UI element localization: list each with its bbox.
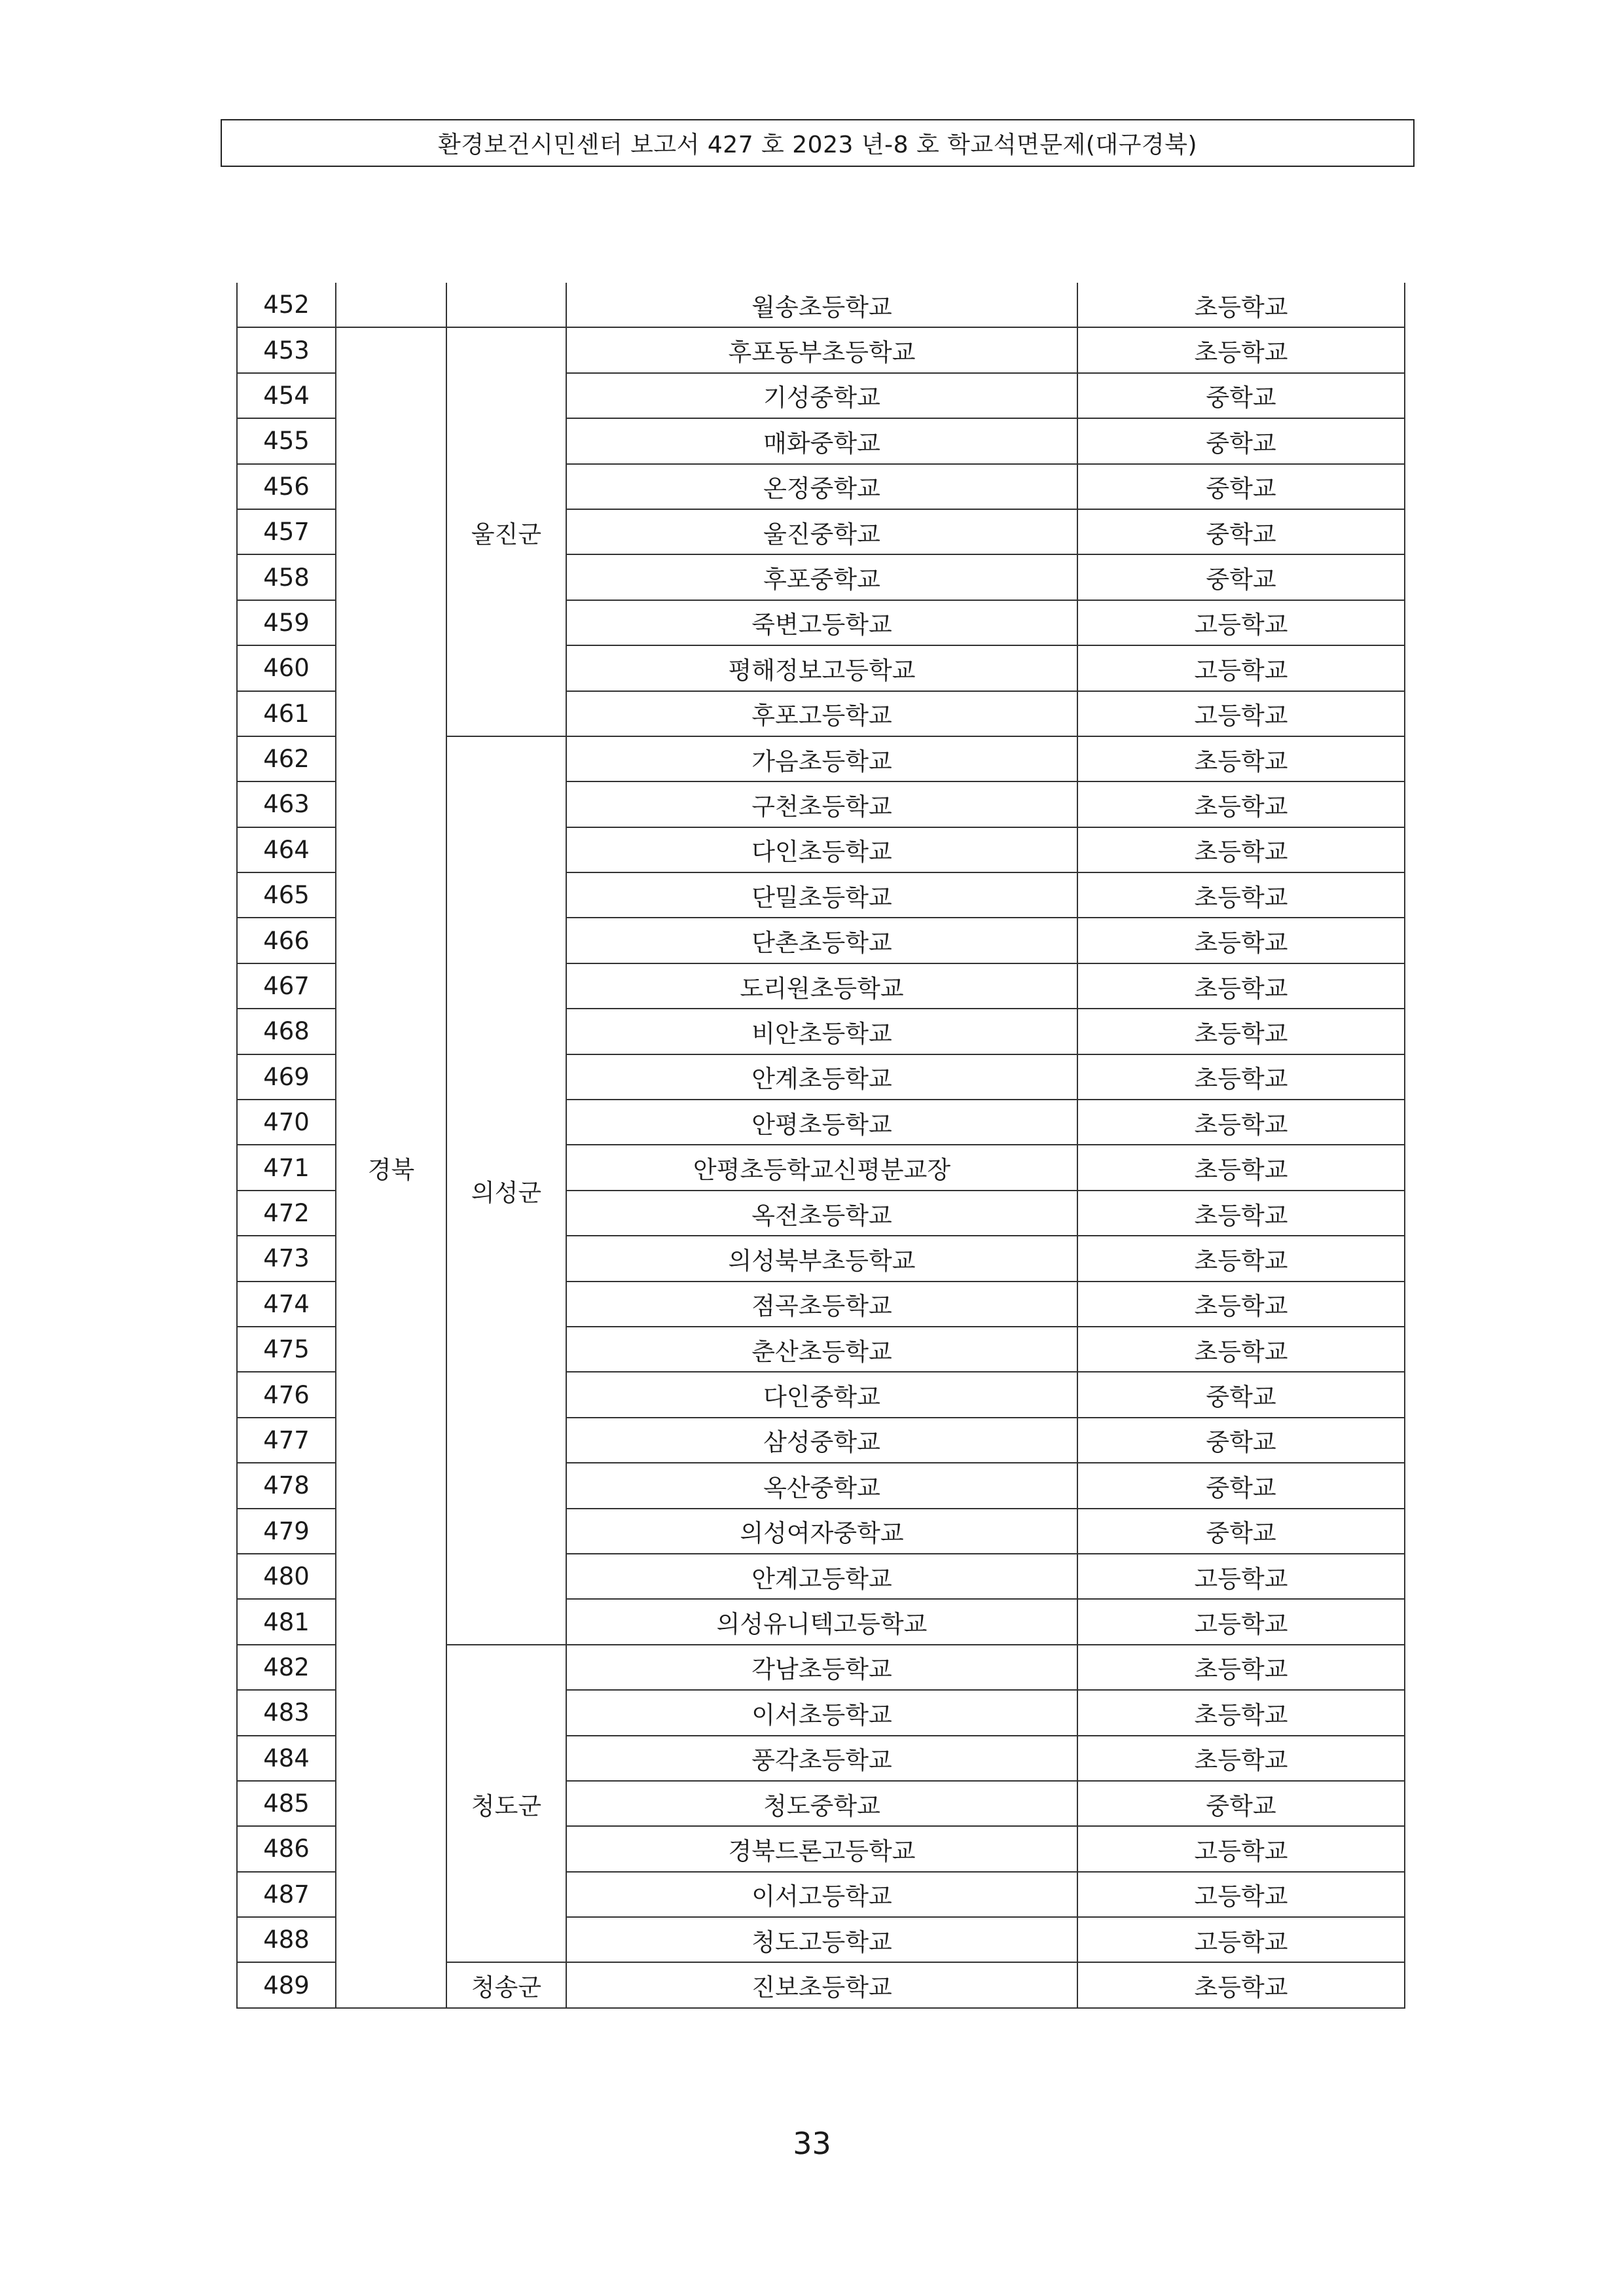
school-name-cell: 다인중학교 (566, 1372, 1077, 1417)
school-name-cell: 죽변고등학교 (566, 600, 1077, 645)
school-type-cell: 초등학교 (1077, 1645, 1405, 1690)
row-number-cell: 483 (237, 1690, 336, 1735)
school-table (236, 283, 1405, 2009)
school-type-cell: 고등학교 (1077, 1917, 1405, 1962)
school-name-cell: 가음초등학교 (566, 736, 1077, 781)
row-number-cell: 452 (237, 283, 336, 327)
school-type-cell: 초등학교 (1077, 918, 1405, 963)
school-name-cell: 월송초등학교 (566, 283, 1077, 327)
school-name-cell: 안계초등학교 (566, 1054, 1077, 1100)
school-name-cell: 비안초등학교 (566, 1009, 1077, 1054)
school-name-cell: 구천초등학교 (566, 781, 1077, 827)
school-type-cell: 중학교 (1077, 509, 1405, 554)
school-name-cell: 평해정보고등학교 (566, 645, 1077, 691)
school-name-cell: 옥전초등학교 (566, 1191, 1077, 1236)
school-name-cell: 기성중학교 (566, 373, 1077, 418)
school-type-cell: 초등학교 (1077, 736, 1405, 781)
school-type-cell: 초등학교 (1077, 1962, 1405, 2007)
report-header (221, 119, 1415, 167)
row-number-cell: 462 (237, 736, 336, 781)
school-type-cell: 중학교 (1077, 464, 1405, 509)
row-number-cell: 489 (237, 1962, 336, 2007)
row-number-cell: 461 (237, 691, 336, 736)
school-name-cell: 각남초등학교 (566, 1645, 1077, 1690)
row-number-cell: 453 (237, 327, 336, 372)
school-type-cell: 고등학교 (1077, 1826, 1405, 1871)
school-type-cell: 초등학교 (1077, 1145, 1405, 1190)
row-number-cell: 477 (237, 1418, 336, 1463)
school-type-cell: 중학교 (1077, 373, 1405, 418)
school-name-cell: 안평초등학교 (566, 1100, 1077, 1145)
page-number: 33 (793, 2126, 831, 2161)
school-type-cell: 고등학교 (1077, 1872, 1405, 1917)
row-number-cell: 466 (237, 918, 336, 963)
school-name-cell: 온정중학교 (566, 464, 1077, 509)
school-type-cell: 중학교 (1077, 1372, 1405, 1417)
row-number-cell: 471 (237, 1145, 336, 1190)
row-number-cell: 488 (237, 1917, 336, 1962)
school-type-cell: 중학교 (1077, 1781, 1405, 1826)
school-name-cell: 안계고등학교 (566, 1554, 1077, 1599)
row-number-cell: 476 (237, 1372, 336, 1417)
table-row (237, 327, 1405, 372)
school-name-cell: 청도중학교 (566, 1781, 1077, 1826)
school-name-cell: 후포고등학교 (566, 691, 1077, 736)
school-type-cell: 중학교 (1077, 418, 1405, 463)
school-name-cell: 다인초등학교 (566, 827, 1077, 872)
school-table-body (237, 283, 1405, 2008)
school-name-cell: 매화중학교 (566, 418, 1077, 463)
school-name-cell: 단촌초등학교 (566, 918, 1077, 963)
school-type-cell: 고등학교 (1077, 1554, 1405, 1599)
school-type-cell: 초등학교 (1077, 1191, 1405, 1236)
school-name-cell: 의성북부초등학교 (566, 1236, 1077, 1281)
school-type-cell: 중학교 (1077, 1418, 1405, 1463)
school-type-cell: 초등학교 (1077, 827, 1405, 872)
row-number-cell: 474 (237, 1282, 336, 1327)
district-cell-empty (446, 283, 566, 327)
school-type-cell: 초등학교 (1077, 1054, 1405, 1100)
row-number-cell: 467 (237, 963, 336, 1009)
row-number-cell: 464 (237, 827, 336, 872)
row-number-cell: 484 (237, 1736, 336, 1781)
school-type-cell: 고등학교 (1077, 600, 1405, 645)
school-name-cell: 단밀초등학교 (566, 872, 1077, 918)
school-name-cell: 안평초등학교신평분교장 (566, 1145, 1077, 1190)
school-name-cell: 옥산중학교 (566, 1463, 1077, 1508)
district-cell: 의성군 (446, 736, 566, 1645)
school-name-cell: 경북드론고등학교 (566, 1826, 1077, 1871)
row-number-cell: 454 (237, 373, 336, 418)
row-number-cell: 481 (237, 1599, 336, 1644)
school-type-cell: 초등학교 (1077, 781, 1405, 827)
school-name-cell: 청도고등학교 (566, 1917, 1077, 1962)
row-number-cell: 482 (237, 1645, 336, 1690)
school-type-cell: 초등학교 (1077, 872, 1405, 918)
row-number-cell: 485 (237, 1781, 336, 1826)
row-number-cell: 486 (237, 1826, 336, 1871)
region-cell: 경북 (336, 327, 446, 2007)
row-number-cell: 457 (237, 509, 336, 554)
row-number-cell: 469 (237, 1054, 336, 1100)
school-type-cell: 초등학교 (1077, 1236, 1405, 1281)
school-name-cell: 진보초등학교 (566, 1962, 1077, 2007)
row-number-cell: 475 (237, 1327, 336, 1372)
region-cell-empty (336, 283, 446, 327)
row-number-cell: 465 (237, 872, 336, 918)
school-type-cell: 초등학교 (1077, 1282, 1405, 1327)
row-number-cell: 487 (237, 1872, 336, 1917)
school-name-cell: 의성유니텍고등학교 (566, 1599, 1077, 1644)
row-number-cell: 463 (237, 781, 336, 827)
school-name-cell: 후포동부초등학교 (566, 327, 1077, 372)
row-number-cell: 459 (237, 600, 336, 645)
school-name-cell: 의성여자중학교 (566, 1509, 1077, 1554)
district-cell: 울진군 (446, 327, 566, 736)
row-number-cell: 478 (237, 1463, 336, 1508)
school-name-cell: 이서고등학교 (566, 1872, 1077, 1917)
row-number-cell: 458 (237, 554, 336, 600)
school-type-cell: 중학교 (1077, 1509, 1405, 1554)
school-type-cell: 고등학교 (1077, 1599, 1405, 1644)
school-name-cell: 풍각초등학교 (566, 1736, 1077, 1781)
row-number-cell: 455 (237, 418, 336, 463)
table-row (237, 283, 1405, 327)
row-number-cell: 480 (237, 1554, 336, 1599)
row-number-cell: 460 (237, 645, 336, 691)
school-type-cell: 고등학교 (1077, 645, 1405, 691)
row-number-cell: 473 (237, 1236, 336, 1281)
row-number-cell: 468 (237, 1009, 336, 1054)
school-type-cell: 중학교 (1077, 554, 1405, 600)
school-type-cell: 초등학교 (1077, 327, 1405, 372)
school-name-cell: 후포중학교 (566, 554, 1077, 600)
row-number-cell: 470 (237, 1100, 336, 1145)
school-name-cell: 도리원초등학교 (566, 963, 1077, 1009)
school-name-cell: 이서초등학교 (566, 1690, 1077, 1735)
school-type-cell: 초등학교 (1077, 283, 1405, 327)
row-number-cell: 472 (237, 1191, 336, 1236)
district-cell: 청송군 (446, 1962, 566, 2007)
row-number-cell: 456 (237, 464, 336, 509)
school-name-cell: 삼성중학교 (566, 1418, 1077, 1463)
school-type-cell: 초등학교 (1077, 1327, 1405, 1372)
school-type-cell: 초등학교 (1077, 1009, 1405, 1054)
school-type-cell: 초등학교 (1077, 1736, 1405, 1781)
school-type-cell: 중학교 (1077, 1463, 1405, 1508)
school-name-cell: 점곡초등학교 (566, 1282, 1077, 1327)
school-name-cell: 울진중학교 (566, 509, 1077, 554)
school-type-cell: 고등학교 (1077, 691, 1405, 736)
school-type-cell: 초등학교 (1077, 1690, 1405, 1735)
school-type-cell: 초등학교 (1077, 963, 1405, 1009)
district-cell: 청도군 (446, 1645, 566, 1963)
school-type-cell: 초등학교 (1077, 1100, 1405, 1145)
school-name-cell: 춘산초등학교 (566, 1327, 1077, 1372)
report-title: 환경보건시민센터 보고서 427 호 2023 년-8 호 학교석면문제(대구경북) (437, 132, 1198, 158)
row-number-cell: 479 (237, 1509, 336, 1554)
